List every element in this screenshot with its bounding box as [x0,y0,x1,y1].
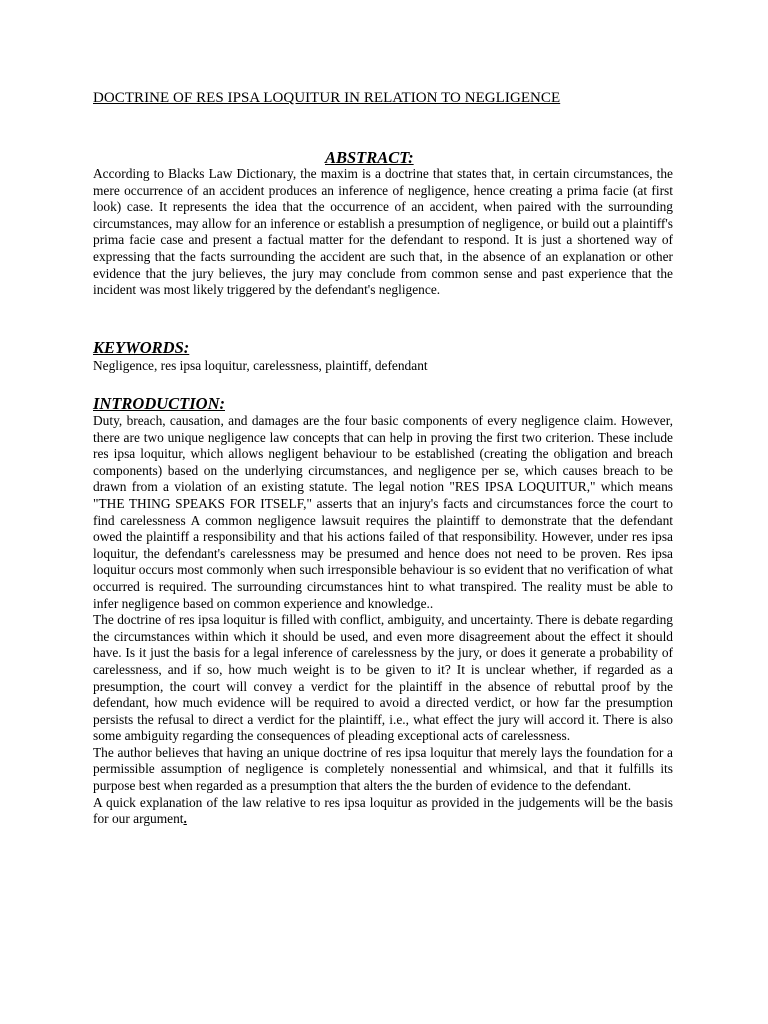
keywords-body: Negligence, res ipsa loquitur, carelessness, plaintiff, defendant [93,358,428,373]
introduction-final-text: A quick explanation of the law relative to res ipsa loquitur as provided in the judgements will be the basis for our argument [93,794,673,827]
keywords-heading: KEYWORDS: [93,338,190,357]
introduction-body [93,413,673,828]
introduction-final-period: . [183,811,187,827]
introduction-paragraph: The doctrine of res ipsa loquitur is filled with conflict, ambiguity, and uncertainty. There is debate regarding the circumstances within which it should be used, and even more disagreement about the effect it should have. Is it just the basis for a legal inference of carelessness by the jury, or does it generate a probability of carelessness, and if so, how much weight is to be given to it? It is unclear whether, if regarded as a presumption, the court will convey a verdict for the plaintiff in the absence of rebuttal proof by the defendant, how much evidence will be required to avoid a directed verdict, or how far the presumption persists the refusal to direct a verdict for the plaintiff, i.e., what effect the jury will accord it. There is also some ambiguity regarding the consequences of pleading exceptional acts of carelessness. [93,612,673,744]
introduction-paragraph: Duty, breach, causation, and damages are the four basic components of every negligence claim. However, there are two unique negligence law concepts that can help in proving the first two criterion. These include res ipsa loquitur, which allows negligent behaviour to be established (creating the obligation and breach components) based on the underlying circumstances, and negligence per se, which causes breach to be drawn from a violation of an existing statute. The legal notion "RES IPSA LOQUITUR," which means "THE THING SPEAKS FOR ITSELF," asserts that an injury's facts and circumstances force the court to find carelessness A common negligence lawsuit requires the plaintiff to demonstrate that the defendant owed the plaintiff a responsibility and that his actions failed of that responsibility. However, under res ipsa loquitur, the defendant's carelessness may be presumed and hence does not need to be proven. Res ipsa loquitur occurs most commonly when such irresponsible behaviour is so evident that no verification of what occurred is required. The surrounding circumstances hint to what transpired. The reality must be able to infer negligence based on common experience and knowledge.. [93,413,673,611]
document-title: DOCTRINE OF RES IPSA LOQUITUR IN RELATION TO NEGLIGENCE [93,90,561,106]
introduction-paragraph: The author believes that having an unique doctrine of res ipsa loquitur that merely lays the foundation for a permissible assumption of negligence is completely nonessential and whimsical, and that it fulfills its purpose best when regarded as a presumption that alters the the burden of evidence to the defendant. [93,744,673,794]
introduction-final-paragraph [93,795,673,828]
abstract-body: According to Blacks Law Dictionary, the maxim is a doctrine that states that, in certain circumstances, the mere occurrence of an accident produces an inference of negligence, hence creating a prima facie (at first look) case. It represents the idea that the occurrence of an accident, when paired with the surrounding circumstances, may allow for an inference or establish a presumption of negligence, or build out a plaintiff's prima facie case and present a factual matter for the defendant to respond. It is just a shortened way of expressing that the facts surrounding the accident are such that, in the absence of an explanation or other evidence that the jury believes, the jury may conclude from common sense and past experience that the incident was most likely triggered by the defendant's negligence. [93,166,673,298]
introduction-heading: INTRODUCTION: [93,394,225,413]
abstract-heading: ABSTRACT: [325,148,414,167]
